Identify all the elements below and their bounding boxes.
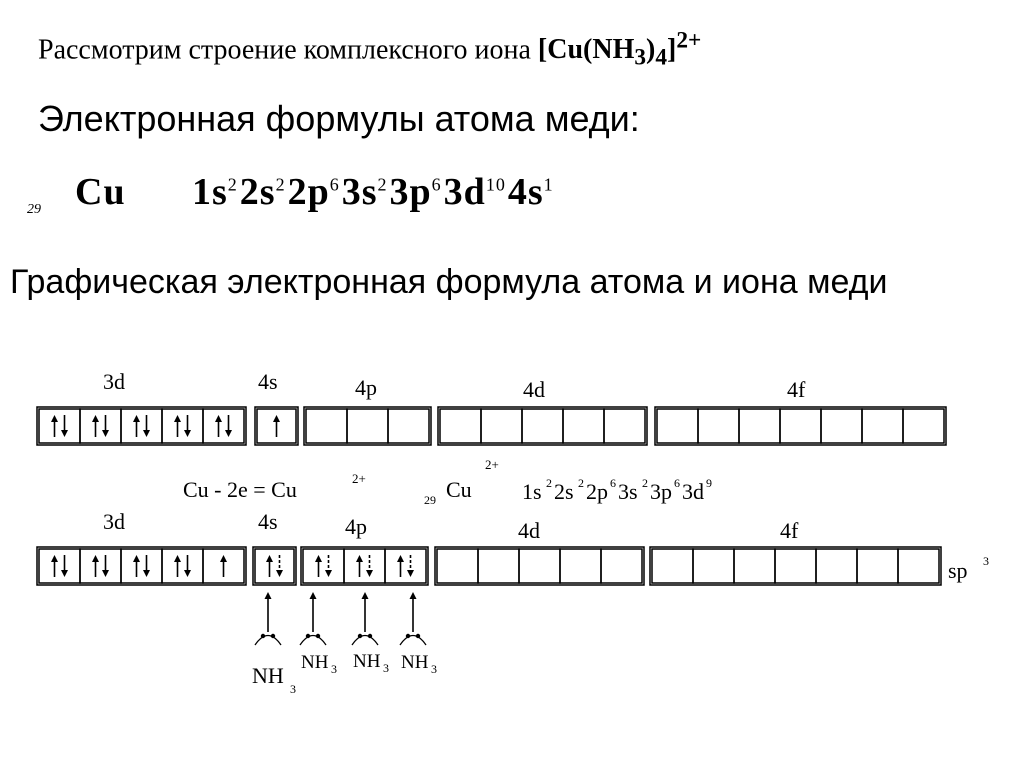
ion-4p-cell <box>344 549 385 583</box>
atom-3d-cell <box>39 409 80 443</box>
atom-3d-cell <box>162 409 203 443</box>
arrow-head <box>184 570 191 577</box>
atom-4f-cell <box>698 409 739 443</box>
atom-4f-cell <box>903 409 944 443</box>
arrow-head <box>92 555 99 562</box>
config-term-sup: 6 <box>329 174 340 195</box>
label-4f: 4f <box>780 518 799 543</box>
config-term-sup: 6 <box>431 174 442 195</box>
arrow-head <box>225 430 232 437</box>
config-term <box>288 170 340 214</box>
arrow-head <box>265 592 272 599</box>
config-term-base: 2s <box>239 171 276 213</box>
ion-3d-cell <box>203 549 244 583</box>
label-4f: 4f <box>787 377 806 402</box>
electron-dot <box>261 634 265 638</box>
electron-dot <box>368 634 372 638</box>
ion-atomic-number: 29 <box>424 493 436 507</box>
label-3d: 3d <box>103 369 125 394</box>
electron-dot <box>406 634 410 638</box>
ion-config-base: 3s <box>618 479 638 504</box>
ion-4f-cell <box>816 549 857 583</box>
config-term-base: 3s <box>341 171 378 213</box>
config-term <box>342 170 388 214</box>
config-term <box>240 170 286 214</box>
ligand-subscript: 3 <box>431 662 437 676</box>
hybrid-sup: 3 <box>983 554 989 568</box>
config-term <box>508 170 554 214</box>
config-term-base: 3d <box>443 171 486 213</box>
atom-3d-group-frame <box>37 407 246 445</box>
config-terms <box>192 170 556 214</box>
ion-4p-group-frame <box>301 547 428 585</box>
ion-4f-cell <box>775 549 816 583</box>
config-term <box>192 170 238 214</box>
ion-4d-cell <box>601 549 642 583</box>
reaction-charge: 2+ <box>352 471 366 486</box>
atom-4d-cell <box>604 409 645 443</box>
lone-pair-arc <box>300 636 326 646</box>
ion-3d-cell <box>121 549 162 583</box>
ion-config-sup: 2 <box>642 476 648 490</box>
atom-4p-cell <box>306 409 347 443</box>
ion-3d-cell <box>162 549 203 583</box>
ion-4d-group-frame <box>435 547 644 585</box>
arrow-head <box>273 415 280 422</box>
arrow-head <box>102 570 109 577</box>
label-4p: 4p <box>345 514 367 539</box>
ion-4f-group-frame <box>650 547 941 585</box>
atom-4f-cell <box>739 409 780 443</box>
label-4d: 4d <box>523 377 545 402</box>
arrow-head <box>220 555 227 562</box>
heading-graphic-formula: Графическая электронная формула атома и иона меди <box>10 263 888 301</box>
ion-4f-cell <box>898 549 939 583</box>
ion-config-sup: 6 <box>674 476 680 490</box>
ion-config-sup: 6 <box>610 476 616 490</box>
lone-pair-arc <box>400 636 426 646</box>
ion-config-sup: 2 <box>546 476 552 490</box>
arrow-head <box>51 555 58 562</box>
arrow-head <box>362 592 369 599</box>
config-term <box>444 170 506 214</box>
arrow-head <box>133 415 140 422</box>
ion-4d-cell <box>437 549 478 583</box>
atom-3d-cell <box>121 409 162 443</box>
ion-symbol: Cu <box>446 477 472 502</box>
config-term-base: 3p <box>389 171 432 213</box>
arrow-head <box>397 555 404 562</box>
reaction-text: Cu - 2e = Cu <box>183 477 297 502</box>
heading-electron-formula: Электронная формулы атома меди: <box>38 98 640 139</box>
arrow-head <box>133 555 140 562</box>
atom-4d-cell <box>563 409 604 443</box>
arrow-head <box>325 570 332 577</box>
ion-charge: 2+ <box>485 457 499 472</box>
ion-4f-cell <box>734 549 775 583</box>
arrow-head <box>143 570 150 577</box>
ion-config-base: 2p <box>586 479 608 504</box>
ligand-nh3: NH <box>301 652 329 673</box>
atom-4f-cell <box>821 409 862 443</box>
label-4s: 4s <box>258 509 278 534</box>
arrow-head <box>174 415 181 422</box>
config-term <box>390 170 442 214</box>
arrow-head <box>184 430 191 437</box>
arrow-head <box>61 570 68 577</box>
lone-pair-arc <box>352 636 378 646</box>
config-term-base: 4s <box>507 171 544 213</box>
electron-dot <box>358 634 362 638</box>
ion-4p-cell <box>303 549 344 583</box>
hybrid-label: sp <box>948 558 968 583</box>
atom-4s-group-frame <box>255 407 298 445</box>
ligand-nh3: NH <box>252 663 284 688</box>
config-term-sup: 2 <box>377 174 388 195</box>
arrow-head <box>215 415 222 422</box>
atom-4p-group-frame <box>304 407 431 445</box>
atom-4d-cell <box>522 409 563 443</box>
atom-4p-cell <box>347 409 388 443</box>
ion-config-base: 1s <box>522 479 542 504</box>
ligand-subscript: 3 <box>383 661 389 675</box>
atom-4f-group-frame <box>655 407 946 445</box>
atom-3d-cell <box>80 409 121 443</box>
ion-3d-group-frame <box>37 547 246 585</box>
electron-dot <box>316 634 320 638</box>
arrow-head <box>410 592 417 599</box>
arrow-head <box>407 570 414 577</box>
config-term-sup: 2 <box>275 174 286 195</box>
ion-4f-cell <box>693 549 734 583</box>
ligand-subscript: 3 <box>331 662 337 676</box>
arrow-head <box>356 555 363 562</box>
ion-4d-cell <box>560 549 601 583</box>
atom-4f-cell <box>657 409 698 443</box>
arrow-head <box>102 430 109 437</box>
atom-4d-cell <box>481 409 522 443</box>
ion-4f-cell <box>652 549 693 583</box>
label-3d: 3d <box>103 509 125 534</box>
config-term-sup: 1 <box>543 174 554 195</box>
ion-config-base: 2s <box>554 479 574 504</box>
page-title <box>38 28 701 72</box>
electron-dot <box>416 634 420 638</box>
arrow-head <box>143 430 150 437</box>
ion-4p-cell <box>385 549 426 583</box>
ion-3d-cell <box>39 549 80 583</box>
ligand-nh3: NH <box>401 652 429 673</box>
atom-symbol: Cu <box>75 171 126 213</box>
label-4p: 4p <box>355 375 377 400</box>
config-term-sup: 2 <box>227 174 238 195</box>
arrow-head <box>276 570 283 577</box>
atom-4f-cell <box>862 409 903 443</box>
config-term-sup: 10 <box>485 174 506 195</box>
ligand-nh3: NH <box>353 651 381 672</box>
electron-dot <box>306 634 310 638</box>
atom-3d-cell <box>203 409 244 443</box>
arrow-head <box>51 415 58 422</box>
ion-4d-cell <box>519 549 560 583</box>
arrow-head <box>366 570 373 577</box>
ion-config-sup: 9 <box>706 476 712 490</box>
config-term-base: 2p <box>287 171 330 213</box>
arrow-head <box>92 415 99 422</box>
ion-4s-cell <box>255 549 294 583</box>
arrow-head <box>266 555 273 562</box>
atom-4d-cell <box>440 409 481 443</box>
atom-4d-group-frame <box>438 407 647 445</box>
atom-4s-cell <box>257 409 296 443</box>
title-formula: $[Cu(NH_3)_4]^{2+}$ <box>537 28 702 71</box>
atom-4f-cell <box>780 409 821 443</box>
label-4d: 4d <box>518 518 540 543</box>
config-term-base: 1s <box>192 171 228 213</box>
ligand-subscript: 3 <box>290 682 296 696</box>
arrow-head <box>61 430 68 437</box>
ion-config-sup: 2 <box>578 476 584 490</box>
ion-config-base: 3d <box>682 479 704 504</box>
ion-config-base: 3p <box>650 479 672 504</box>
ion-4d-cell <box>478 549 519 583</box>
title-text: Рассмотрим строение комплексного иона <box>38 34 531 66</box>
arrow-head <box>310 592 317 599</box>
ion-3d-cell <box>80 549 121 583</box>
lone-pair-arc <box>255 636 281 646</box>
ion-4s-group-frame <box>253 547 296 585</box>
arrow-head <box>174 555 181 562</box>
ion-4f-cell <box>857 549 898 583</box>
electron-dot <box>271 634 275 638</box>
atomic-number: 29 <box>27 202 41 217</box>
label-4s: 4s <box>258 369 278 394</box>
arrow-head <box>315 555 322 562</box>
atom-4p-cell <box>388 409 429 443</box>
